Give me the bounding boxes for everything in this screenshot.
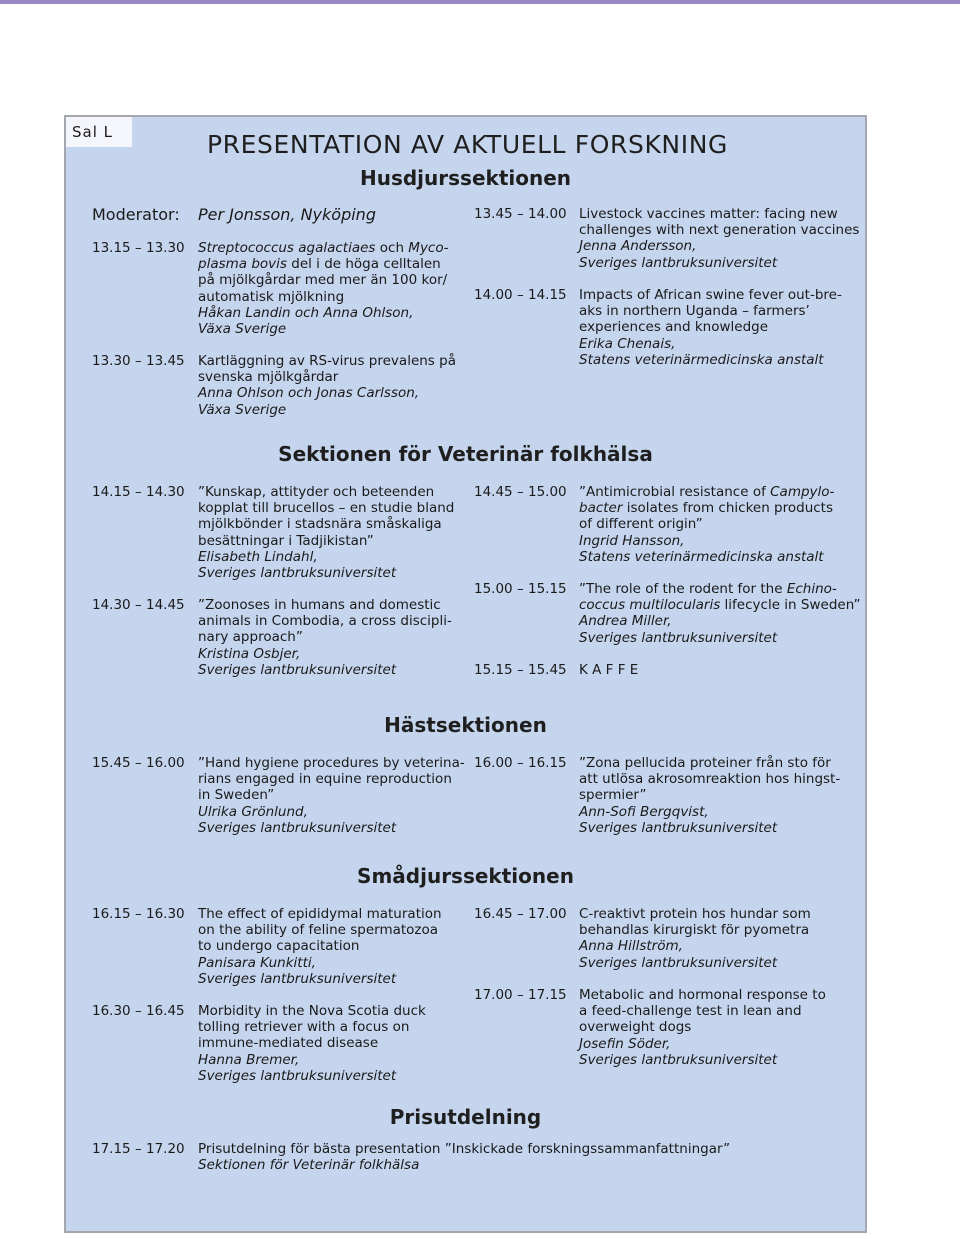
entry-title-line: immune-mediated disease	[198, 1035, 379, 1052]
entry-title-line: ”Zoonoses in humans and domestic	[198, 597, 441, 613]
entry-author: Erika Chenais,	[579, 335, 676, 352]
session-entry	[579, 662, 638, 678]
top-accent-bar	[0, 0, 960, 4]
session-time: 16.30 – 16.45	[92, 1003, 185, 1019]
session-time: 14.00 – 14.15	[474, 287, 567, 303]
session-entry	[198, 1141, 730, 1173]
session-entry	[198, 484, 454, 581]
entry-title-line: animals in Combodia, a cross discipli-	[198, 613, 452, 630]
session-entry	[579, 987, 826, 1068]
entry-affiliation: Sveriges lantbruksuniversitet	[579, 629, 778, 646]
session-time: 16.45 – 17.00	[474, 906, 567, 922]
session-time: 13.30 – 13.45	[92, 353, 185, 369]
entry-author: Hanna Bremer,	[198, 1051, 300, 1068]
session-entry	[579, 484, 834, 565]
entry-title-line: Kartläggning av RS-virus prevalens på	[198, 353, 456, 369]
entry-title-line: Livestock vaccines matter: facing new	[579, 206, 838, 222]
entry-title-line: coccus multilocularis lifecycle in Sweden”	[579, 597, 861, 614]
entry-title-line: tolling retriever with a focus on	[198, 1019, 410, 1036]
entry-title-line: ”The role of the rodent for the Echino-	[579, 581, 837, 597]
entry-author: Panisara Kunkitti,	[198, 954, 316, 971]
entry-title-line: ”Kunskap, attityder och beteenden	[198, 484, 435, 500]
session-entry	[198, 1003, 426, 1084]
session-entry	[579, 906, 811, 971]
entry-title-line: a feed-challenge test in lean and	[579, 1003, 802, 1020]
page-title: PRESENTATION AV AKTUELL FORSKNING	[207, 130, 728, 159]
entry-author: Anna Ohlson och Jonas Carlsson,	[198, 385, 420, 402]
session-entry	[198, 240, 449, 337]
session-entry	[198, 597, 452, 678]
entry-title-line: bacter isolates from chicken products	[579, 500, 834, 517]
entry-author: Jenna Andersson,	[579, 238, 697, 255]
entry-author: Kristina Osbjer,	[198, 645, 301, 662]
entry-title-line: of different origin”	[579, 516, 703, 533]
entry-affiliation: Sveriges lantbruksuniversitet	[579, 954, 778, 971]
entry-author: Ingrid Hansson,	[579, 532, 685, 549]
entry-author: Andrea Miller,	[579, 613, 672, 630]
entry-title-line: mjölkbönder i stadsnära småskaliga	[198, 516, 442, 533]
session-entry	[198, 755, 465, 836]
entry-affiliation: Sveriges lantbruksuniversitet	[198, 1067, 397, 1084]
entry-title-line: att utlösa akrosomreaktion hos hingst-	[579, 771, 841, 788]
entry-title-line: spermier”	[579, 787, 647, 804]
entry-title-line: automatisk mjölkning	[198, 288, 345, 305]
entry-affiliation: Växa Sverige	[198, 321, 287, 338]
entry-affiliation: Sveriges lantbruksuniversitet	[198, 661, 397, 678]
entry-title-line: overweight dogs	[579, 1019, 692, 1036]
session-entry	[579, 206, 859, 271]
entry-title-line: behandlas kirurgiskt för pyometra	[579, 922, 810, 939]
entry-title-line: C-reaktivt protein hos hundar som	[579, 906, 811, 922]
session-time: 14.30 – 14.45	[92, 597, 185, 613]
entry-title-line: Morbidity in the Nova Scotia duck	[198, 1003, 426, 1019]
section-heading-pris: Prisutdelning	[389, 1105, 542, 1129]
moderator-name: Per Jonsson, Nyköping	[198, 205, 376, 224]
coffee-break-label: K A F F E	[579, 662, 639, 678]
entry-title-line: to undergo capacitation	[198, 938, 360, 955]
entry-title-line: The effect of epididymal maturation	[198, 906, 442, 922]
entry-affiliation: Växa Sverige	[198, 401, 287, 418]
session-entry	[579, 581, 861, 646]
entry-title-line: rians engaged in equine reproduction	[198, 771, 452, 788]
entry-author: Ann-Sofi Bergqvist,	[579, 803, 709, 820]
section-heading-folkhalsa: Sektionen för Veterinär folkhälsa	[278, 442, 653, 466]
session-time: 14.45 – 15.00	[474, 484, 567, 500]
session-entry	[198, 906, 442, 987]
entry-title-line: on the ability of feline spermatozoa	[198, 922, 439, 939]
entry-title-line: challenges with next generation vaccines	[579, 222, 860, 239]
section-heading-husdjur: Husdjurssektionen	[359, 166, 572, 190]
session-entry	[198, 353, 456, 418]
entry-title-line: ”Zona pellucida proteiner från sto för	[579, 755, 831, 771]
entry-affiliation: Sveriges lantbruksuniversitet	[198, 970, 397, 987]
entry-title-line: Streptococcus agalactiaes och Myco-	[198, 240, 449, 256]
section-heading-hast: Hästsektionen	[384, 713, 547, 737]
session-time: 15.15 – 15.45	[474, 662, 567, 678]
section-heading-smadjur: Smådjurssektionen	[357, 864, 574, 888]
session-time: 13.15 – 13.30	[92, 240, 185, 256]
session-entry	[579, 755, 840, 836]
room-label: Sal L	[66, 117, 132, 147]
entry-title-line: Impacts of African swine fever out-bre-	[579, 287, 842, 303]
entry-affiliation: Sveriges lantbruksuniversitet	[579, 819, 778, 836]
entry-author: Anna Hillström,	[579, 938, 683, 955]
entry-title-line: ”Antimicrobial resistance of Campylo-	[579, 484, 835, 500]
session-time: 15.45 – 16.00	[92, 755, 185, 771]
session-entry	[579, 287, 842, 368]
entry-title-line: ”Hand hygiene procedures by veterina-	[198, 755, 465, 771]
entry-title-line: på mjölkgårdar med mer än 100 kor/	[198, 272, 448, 289]
entry-affiliation: Sveriges lantbruksuniversitet	[579, 1051, 778, 1068]
entry-affiliation: Statens veterinärmedicinska anstalt	[579, 548, 824, 565]
entry-author: Ulrika Grönlund,	[198, 803, 308, 820]
entry-title-line: Prisutdelning för bästa presentation ”Inskickade forskningssammanfattningar”	[198, 1141, 731, 1157]
session-time: 17.00 – 17.15	[474, 987, 567, 1003]
entry-affiliation: Sveriges lantbruksuniversitet	[198, 565, 397, 582]
session-time: 14.15 – 14.30	[92, 484, 185, 500]
session-time: 16.00 – 16.15	[474, 755, 567, 771]
entry-author: Elisabeth Lindahl,	[198, 548, 318, 565]
moderator-label: Moderator:	[92, 205, 180, 224]
entry-author: Håkan Landin och Anna Ohlson,	[198, 304, 414, 321]
entry-title-line: plasma bovis del i de höga celltalen	[198, 256, 441, 273]
entry-affiliation: Sveriges lantbruksuniversitet	[198, 819, 397, 836]
session-time: 15.00 – 15.15	[474, 581, 567, 597]
entry-affiliation: Sektionen för Veterinär folkhälsa	[198, 1157, 420, 1174]
entry-title-line: in Sweden”	[198, 787, 275, 804]
entry-title-line: experiences and knowledge	[579, 319, 769, 336]
entry-title-line: Metabolic and hormonal response to	[579, 987, 826, 1003]
entry-author: Josefin Söder,	[579, 1035, 671, 1052]
session-time: 17.15 – 17.20	[92, 1141, 185, 1157]
entry-affiliation: Sveriges lantbruksuniversitet	[579, 254, 778, 271]
entry-title-line: svenska mjölkgårdar	[198, 369, 339, 386]
entry-affiliation: Statens veterinärmedicinska anstalt	[579, 351, 824, 368]
session-time: 13.45 – 14.00	[474, 206, 567, 222]
entry-title-line: kopplat till brucellos – en studie bland	[198, 500, 455, 517]
session-time: 16.15 – 16.30	[92, 906, 185, 922]
entry-title-line: nary approach”	[198, 629, 303, 646]
entry-title-line: aks in northern Uganda – farmers’	[579, 303, 810, 320]
entry-title-line: besättningar i Tadjikistan”	[198, 532, 374, 549]
